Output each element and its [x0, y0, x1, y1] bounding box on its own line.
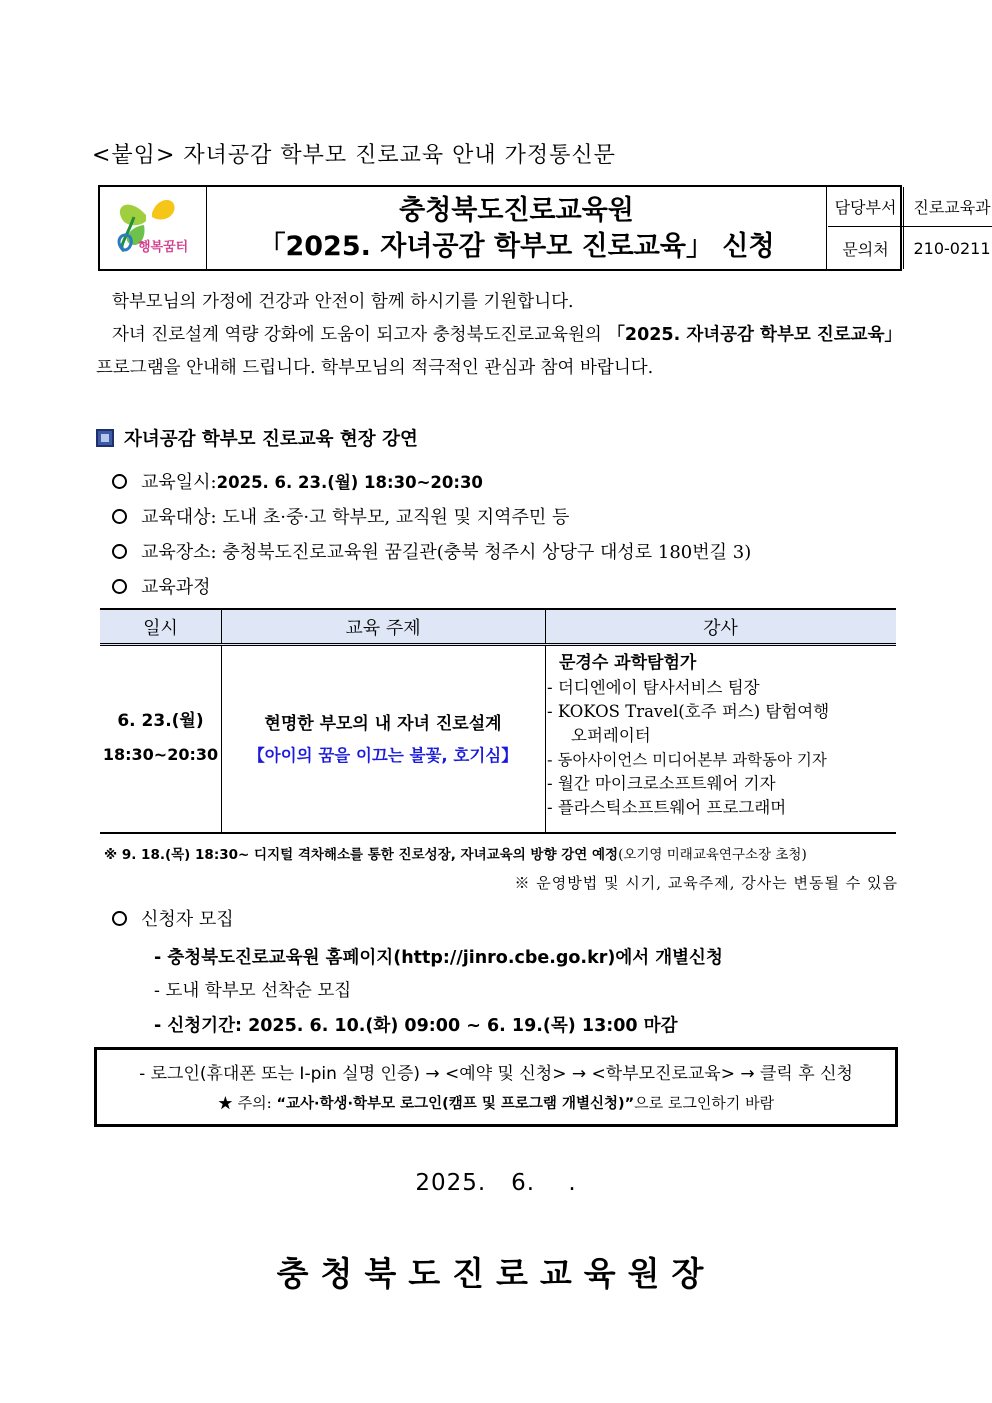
howto-box	[94, 1047, 898, 1127]
bullet-target: 교육대상: 도내 초·중·고 학부모, 교직원 및 지역주민 등	[112, 503, 569, 529]
cell-topic: 현명한 부모의 내 자녀 진로설계 【아이의 꿈을 이끄는 불꽃, 호기심】	[248, 714, 518, 765]
circle-bullet-icon	[112, 509, 127, 524]
recruit-line-3: - 신청기간: 2025. 6. 10.(화) 09:00 ~ 6. 19.(목) 13:00 마감	[154, 1016, 678, 1036]
circle-bullet-icon	[112, 544, 127, 559]
bullet-place: 교육장소: 충청북도진로교육원 꿈길관(충북 청주시 상당구 대성로 180번길 3)	[112, 538, 751, 564]
title-line2: 「2025. 자녀공감 학부모 진로교육」 신청	[258, 231, 775, 262]
intro-paragraph-2: 자녀 진로설계 역량 강화에 도움이 되고자 충청북도진로교육원의 「2025. 자녀공감 학부모 진로교육」 프로그램을 안내해 드립니다. 학부모님의 적극적인 관심과 참여 바랍니다.	[96, 325, 902, 378]
howto-line-1: - 로그인(휴대폰 또는 I-pin 실명 인증) → <예약 및 신청> → <학부모진로교육> → 클릭 후 신청	[139, 1064, 853, 1084]
speaker-name: 문경수 과학탐험가	[559, 653, 697, 673]
bullet-course: 교육과정	[112, 573, 211, 599]
note-subject-to-change: ※ 운영방법 및 시기, 교육주제, 강사는 변동될 수 있음	[514, 874, 898, 892]
speaker-career: - 플라스틱소프트웨어 프로그래머	[547, 798, 787, 817]
bullet-schedule: 교육일시: 2025. 6. 23.(월) 18:30~20:30	[112, 468, 483, 494]
dept-label: 담당부서	[828, 187, 904, 227]
title-line1: 충청북도진로교육원	[399, 195, 634, 226]
dept-value: 진로교육과	[904, 187, 992, 227]
table-row	[100, 646, 896, 834]
circle-bullet-icon	[112, 474, 127, 489]
cell-speaker	[547, 650, 895, 820]
cell-date: 6. 23.(월) 18:30~20:30	[102, 711, 219, 764]
signature: 충청북도진로교육원장	[276, 1254, 716, 1293]
svg-text:행복꿈터: 행복꿈터	[138, 240, 189, 255]
col-date: 일시	[143, 617, 178, 639]
circle-bullet-icon	[112, 911, 127, 926]
speaker-career: - 동아사이언스 미디어본부 과학동아 기자	[547, 751, 827, 769]
header-meta	[828, 187, 992, 269]
howto-line-2: ★ 주의: “교사·학생·학부모 로그인(캠프 및 프로그램 개별신청)”으로 로그인하기 바람	[217, 1094, 775, 1112]
speaker-career: - 더디엔에이 탐사서비스 팀장	[547, 678, 760, 697]
square-bullet-icon	[96, 429, 114, 447]
recruit-line-1: - 충청북도진로교육원 홈페이지(http://jinro.cbe.go.kr)에서 개별신청	[154, 948, 723, 968]
bullet-recruit: 신청자 모집	[112, 905, 234, 931]
recruit-line-2: - 도내 학부모 선착순 모집	[154, 981, 352, 1001]
table-header	[100, 608, 896, 646]
contact-label: 문의처	[828, 227, 904, 269]
intro-paragraph-1: 학부모님의 가정에 건강과 안전이 함께 하시기를 기원합니다.	[112, 292, 574, 312]
contact-value: 210-0211	[913, 238, 991, 258]
col-speaker: 강사	[703, 617, 738, 639]
section-title: 자녀공감 학부모 진로교육 현장 강연	[96, 425, 418, 451]
issue-date: 2025. 6. .	[415, 1170, 577, 1196]
header-box	[98, 185, 991, 271]
butterfly-logo-icon	[100, 187, 206, 269]
circle-bullet-icon	[112, 579, 127, 594]
col-topic: 교육 주제	[345, 617, 421, 639]
note-upcoming-lecture: ※ 9. 18.(목) 18:30~ 디지털 격차해소를 통한 진로성장, 자녀교육의 방향 강연 예정(오기영 미래교육연구소장 초청)	[104, 847, 807, 863]
attachment-label: <붙임> 자녀공감 학부모 진로교육 안내 가정통신문	[92, 143, 616, 168]
logo	[100, 187, 207, 269]
speaker-career: - 월간 마이크로소프트웨어 기자	[547, 774, 776, 793]
speaker-career: - KOKOS Travel(호주 퍼스) 탐험여행	[547, 702, 830, 721]
header-title	[207, 187, 827, 269]
speaker-career: 오퍼레이터	[571, 726, 651, 745]
